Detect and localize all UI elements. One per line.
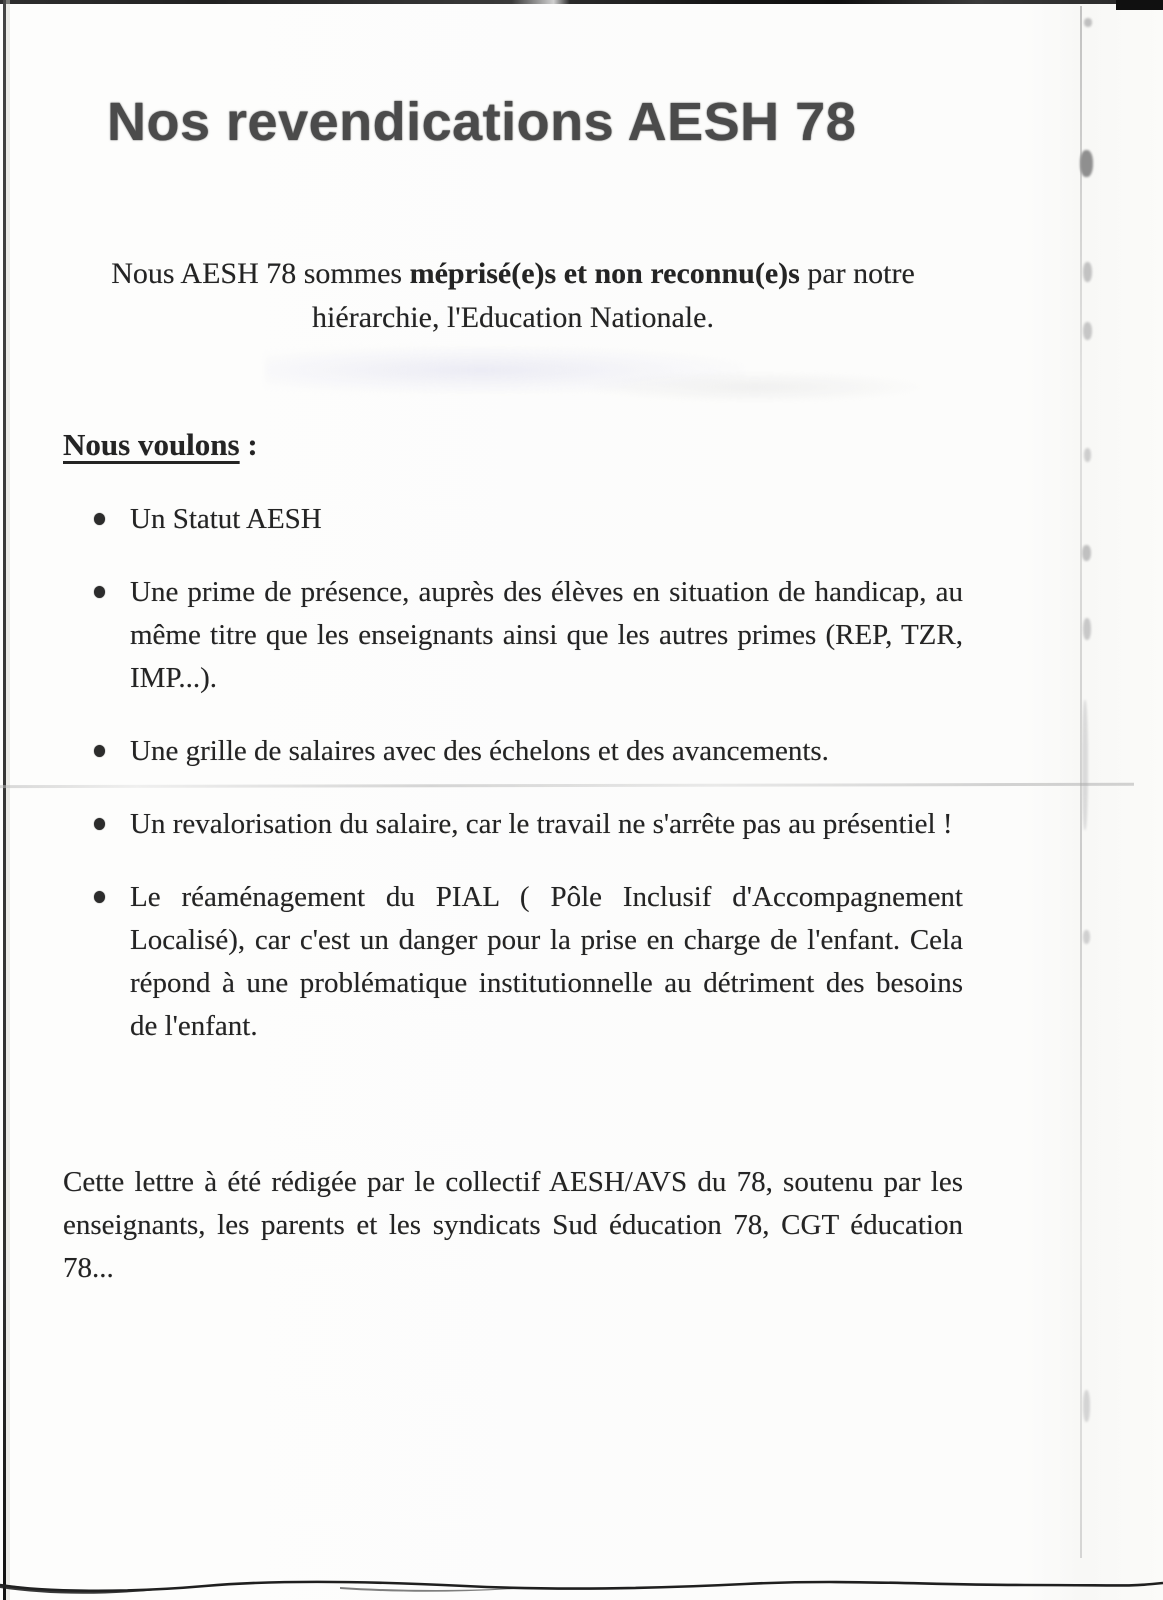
scan-smudge	[1082, 545, 1091, 561]
section-heading-label: Nous voulons	[63, 427, 240, 462]
document-content	[63, 0, 963, 1290]
section-heading	[63, 424, 963, 466]
list-item-text: Un revalorisation du salaire, car le travail ne s'arrête pas au présentiel !	[130, 808, 953, 840]
scan-smudge	[1083, 930, 1090, 944]
scan-smudge	[1083, 262, 1092, 282]
bullet-icon	[94, 745, 105, 757]
bullet-icon	[94, 586, 105, 598]
document-title: Nos revendications AESH 78	[107, 92, 857, 152]
list-item-text: Une grille de salaires avec des échelons et des avancements.	[130, 735, 829, 767]
intro-text-pre: Nous AESH 78 sommes	[111, 257, 410, 290]
bullet-icon	[94, 513, 105, 525]
scan-smudge	[1084, 448, 1091, 462]
list-item	[130, 498, 963, 541]
list-item	[130, 876, 963, 1048]
list-item-text: Un Statut AESH	[130, 503, 322, 535]
intro-text-post: par notre hiérarchie, l'Education Nationale.	[312, 257, 915, 334]
scan-edge-bottom	[0, 1572, 1163, 1600]
closing-paragraph: Cette lettre à été rédigée par le collectif AESH/AVS du 78, soutenu par les enseignants, les parents et les syndicats Sud éducation 78, CGT éducation 78...	[63, 1166, 963, 1284]
scan-smudge	[1083, 1390, 1090, 1422]
bullet-icon	[94, 818, 105, 830]
scan-edge-top-right-corner	[1116, 0, 1163, 10]
list-item	[130, 730, 963, 773]
scan-edge-left-shadow	[6, 0, 10, 1600]
section-heading-colon: :	[239, 427, 258, 462]
demands-list	[63, 498, 963, 1048]
list-item-text: Le réaménagement du PIAL ( Pôle Inclusif d'Accompagnement Localisé), car c'est un danger pour la prise en charge de l'enfant. Cela répond à une problématique institutionnelle au détriment des besoins de l'enfant.	[130, 881, 963, 1042]
scan-smudge	[1083, 618, 1091, 640]
scan-smudge	[1080, 150, 1093, 177]
intro-text-bold: méprisé(e)s et non reconnu(e)s	[409, 257, 800, 290]
scan-smudge	[1083, 322, 1092, 340]
list-item	[130, 803, 963, 846]
scan-smudge	[1084, 18, 1092, 27]
bullet-icon	[94, 891, 105, 903]
list-item	[130, 571, 963, 700]
scan-smudge	[1082, 700, 1088, 830]
intro-paragraph	[73, 252, 953, 340]
list-item-text: Une prime de présence, auprès des élèves en situation de handicap, au même titre que les enseignants ainsi que les autres primes (REP, TZR, IMP...).	[130, 576, 963, 694]
